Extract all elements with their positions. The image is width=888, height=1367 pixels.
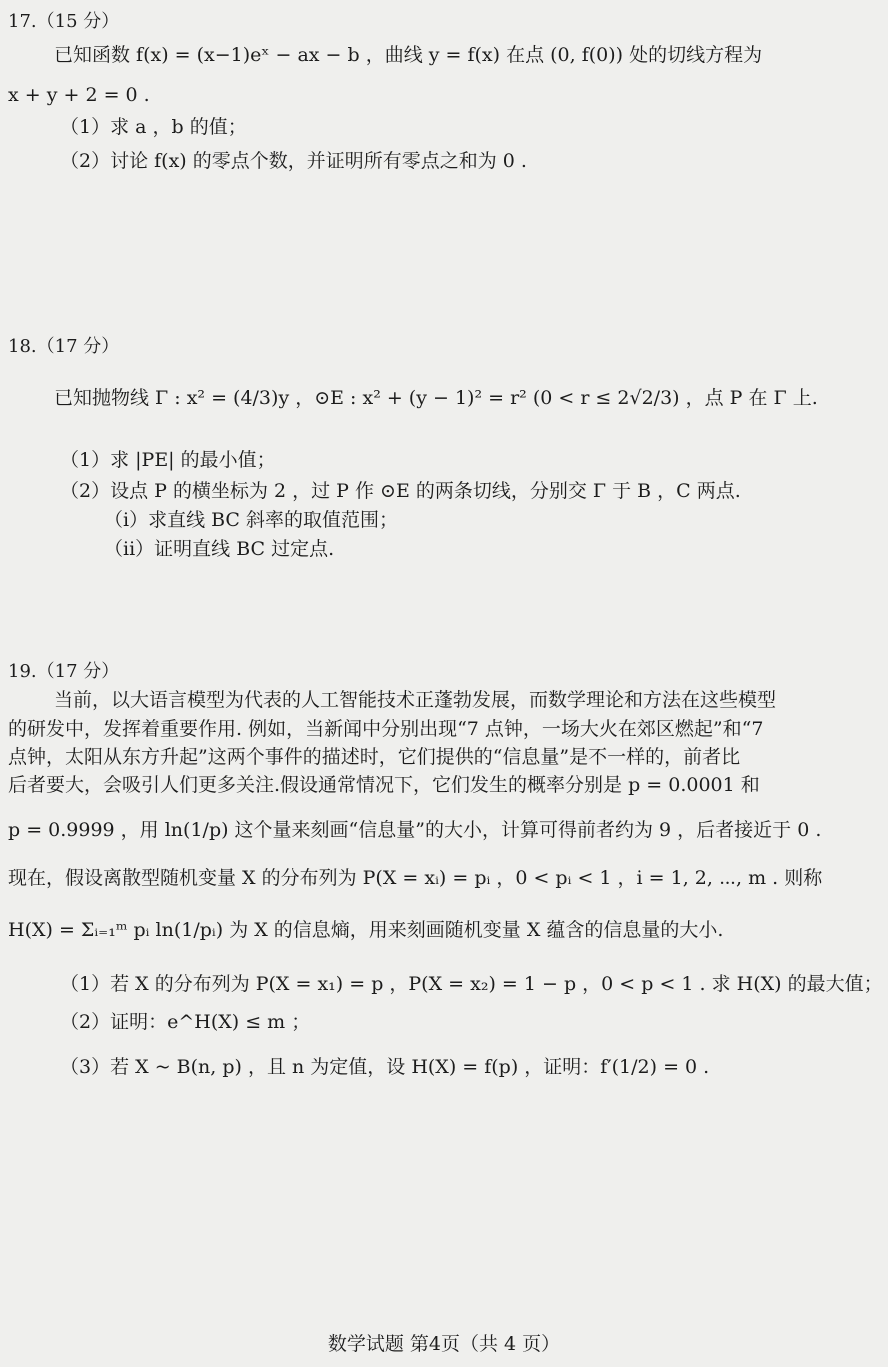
q18-subpart-i: （i）求直线 BC 斜率的取值范围； [104, 509, 399, 531]
q18-part-1: （1）求 |PE| 的最小值； [60, 449, 276, 471]
q17-part-1: （1）求 a ，b 的值； [60, 116, 247, 138]
q19-stem-line-6: 现在，假设离散型随机变量 X 的分布列为 P(X = xᵢ) = pᵢ ，0 < pᵢ < 1 ，i = 1, 2, ⋯, m . 则称 [8, 867, 823, 889]
q17-header: 17.（15 分） [8, 11, 120, 32]
q18-stem-line-1: 已知抛物线 Γ : x² = (4/3)y ，⊙E : x² + (y − 1)² = r² (0 < r ≤ 2√2/3) ，点 P 在 Γ 上. [54, 387, 818, 409]
q18-part-2: （2）设点 P 的横坐标为 2 ，过 P 作 ⊙E 的两条切线，分别交 Γ 于 B ，C 两点. [60, 480, 741, 502]
q19-part-3: （3）若 X ~ B(n, p) ，且 n 为定值，设 H(X) = f(p) ，证明：f′(1/2) = 0 . [60, 1056, 710, 1078]
q19-stem-line-5: p = 0.9999 ，用 ln(1/p) 这个量来刻画“信息量”的大小，计算可得前者约为 9 ，后者接近于 0 . [8, 819, 822, 841]
q19-part-1: （1）若 X 的分布列为 P(X = x₁) = p ，P(X = x₂) = 1 − p ，0 < p < 1 . 求 H(X) 的最大值； [60, 973, 883, 995]
q17-part-2: （2）讨论 f(x) 的零点个数，并证明所有零点之和为 0 . [60, 150, 527, 172]
q18-subpart-ii: （ii）证明直线 BC 过定点. [104, 538, 335, 560]
q19-stem-line-2: 的研发中，发挥着重要作用. 例如，当新闻中分别出现“7 点钟，一场大火在郊区燃起”和“7 [8, 718, 764, 740]
q17-stem-line-1: 已知函数 f(x) = (x−1)eˣ − ax − b ，曲线 y = f(x) 在点 (0, f(0)) 处的切线方程为 [54, 44, 763, 66]
q19-stem-line-4: 后者要大，会吸引人们更多关注.假设通常情况下，它们发生的概率分别是 p = 0.0001 和 [8, 774, 760, 796]
q19-header: 19.（17 分） [8, 661, 120, 682]
q19-part-2: （2）证明：e^H(X) ≤ m ； [60, 1011, 311, 1033]
q17-stem-line-2: x + y + 2 = 0 . [8, 84, 150, 106]
q19-stem-line-7: H(X) = Σᵢ₌₁ᵐ pᵢ ln(1/pᵢ) 为 X 的信息熵，用来刻画随机变量 X 蕴含的信息量的大小. [8, 919, 724, 941]
q19-stem-line-1: 当前，以大语言模型为代表的人工智能技术正蓬勃发展，而数学理论和方法在这些模型 [54, 689, 777, 711]
q19-stem-line-3: 点钟，太阳从东方升起”这两个事件的描述时，它们提供的“信息量”是不一样的，前者比 [8, 746, 741, 768]
q18-header: 18.（17 分） [8, 336, 120, 357]
page-footer: 数学试题 第4页（共 4 页） [327, 1333, 561, 1355]
